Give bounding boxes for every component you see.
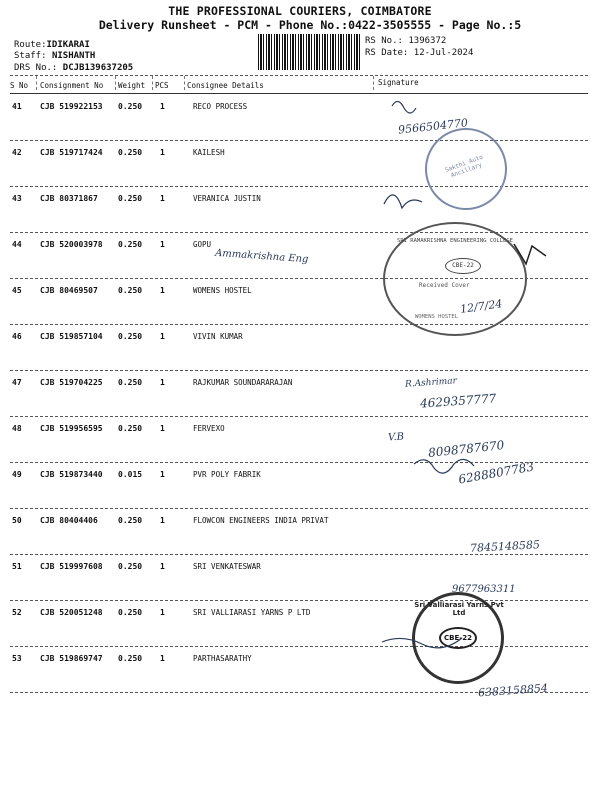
table-row: 52 CJB 520051248 0.250 1 SRI VALLIARASI YARNS P LTD: [12, 608, 311, 617]
table-row: 41 CJB 519922153 0.250 1 RECO PROCESS: [12, 102, 248, 111]
col-divider: [152, 76, 153, 90]
handwritten-phone-48: 8098787670: [427, 438, 505, 460]
staff-value: NISHANTH: [51, 51, 96, 61]
rs-no-line: RS No.: 1396372: [365, 36, 447, 46]
handwritten-date-45: 12/7/24: [459, 297, 504, 316]
drs-value: DCJB139637205: [62, 63, 134, 73]
col-sno: S No: [10, 81, 29, 90]
signature-41: [392, 101, 416, 113]
table-row: 47 CJB 519704225 0.250 1 RAJKUMAR SOUNDARARAJAN: [12, 378, 293, 387]
handwritten-note-44: Ammakrishna Eng: [214, 247, 309, 266]
signature-44: [514, 244, 546, 264]
col-divider: [184, 76, 185, 90]
route-line: Route:IDIKARAI: [14, 40, 90, 50]
college-stamp: SRI RAMAKRISHNA ENGINEERING COLLEGE CBE-22 Received Cover WOMENS HOSTEL: [383, 222, 527, 336]
table-row: 48 CJB 519956595 0.250 1 FERVEXO: [12, 424, 225, 433]
sakthi-stamp: Sakthi Auto Ancillary: [413, 116, 518, 221]
table-row: 53 CJB 519869747 0.250 1 PARTHASARATHY: [12, 654, 252, 663]
handwritten-phone-50: 7845148585: [469, 538, 541, 555]
table-row: 51 CJB 519997608 0.250 1 SRI VENKATESWAR: [12, 562, 261, 571]
rs-date-line: RS Date: 12-Jul-2024: [365, 48, 474, 58]
table-row: 44 CJB 520003978 0.250 1 GOPU: [12, 240, 212, 249]
table-row: 49 CJB 519873440 0.015 1 PVR POLY FABRIK: [12, 470, 261, 479]
table-row: 46 CJB 519857104 0.250 1 VIVIN KUMAR: [12, 332, 243, 341]
col-divider: [115, 76, 116, 90]
handwritten-name-48: V.B: [387, 431, 405, 444]
barcode: [258, 34, 360, 70]
rs-no-value: 1396372: [408, 36, 447, 46]
table-row: 43 CJB 80371867 0.250 1 VERANICA JUSTIN: [12, 194, 261, 203]
col-divider: [373, 76, 374, 90]
yarns-stamp: Sri Valliarasi Yarns Pvt Ltd CBE-22: [412, 592, 504, 684]
col-signature: Signature: [378, 78, 419, 87]
handwritten-phone-47: 4629357777: [419, 391, 497, 411]
col-weight: Weight: [118, 81, 146, 90]
signature-43: [384, 195, 422, 208]
drs-line: DRS No.: DCJB139637205: [14, 63, 134, 73]
col-divider: [36, 76, 37, 90]
handwritten-phone-41: 9566504770: [397, 116, 469, 137]
handwritten-phone-53: 6383158854: [477, 681, 549, 700]
document-title: THE PROFESSIONAL COURIERS, COIMBATORE: [168, 4, 432, 18]
handwritten-phone-49: 6288807783: [457, 459, 535, 487]
col-consignment: Consignment No: [40, 81, 104, 90]
table-row: 45 CJB 80469507 0.250 1 WOMENS HOSTEL: [12, 286, 252, 295]
table-row: 42 CJB 519717424 0.250 1 KAILESH: [12, 148, 225, 157]
staff-line: Staff: NISHANTH: [14, 51, 96, 61]
table-row: 50 CJB 80404406 0.250 1 FLOWCON ENGINEERS INDIA PRIVAT: [12, 516, 329, 525]
rs-date-value: 12-Jul-2024: [413, 48, 474, 58]
col-pcs: PCS: [155, 81, 169, 90]
table-top-rule: [10, 75, 588, 76]
signature-53: [382, 638, 462, 648]
route-value: IDIKARAI: [46, 40, 90, 50]
runsheet-subtitle: Delivery Runsheet - PCM - Phone No.:0422-3505555 - Page No.:5: [98, 18, 522, 32]
handwritten-phone-51: 9677963311: [452, 584, 516, 595]
col-consignee: Consignee Details: [187, 81, 264, 90]
handwritten-name-47: R.Ashrimar: [404, 376, 458, 390]
